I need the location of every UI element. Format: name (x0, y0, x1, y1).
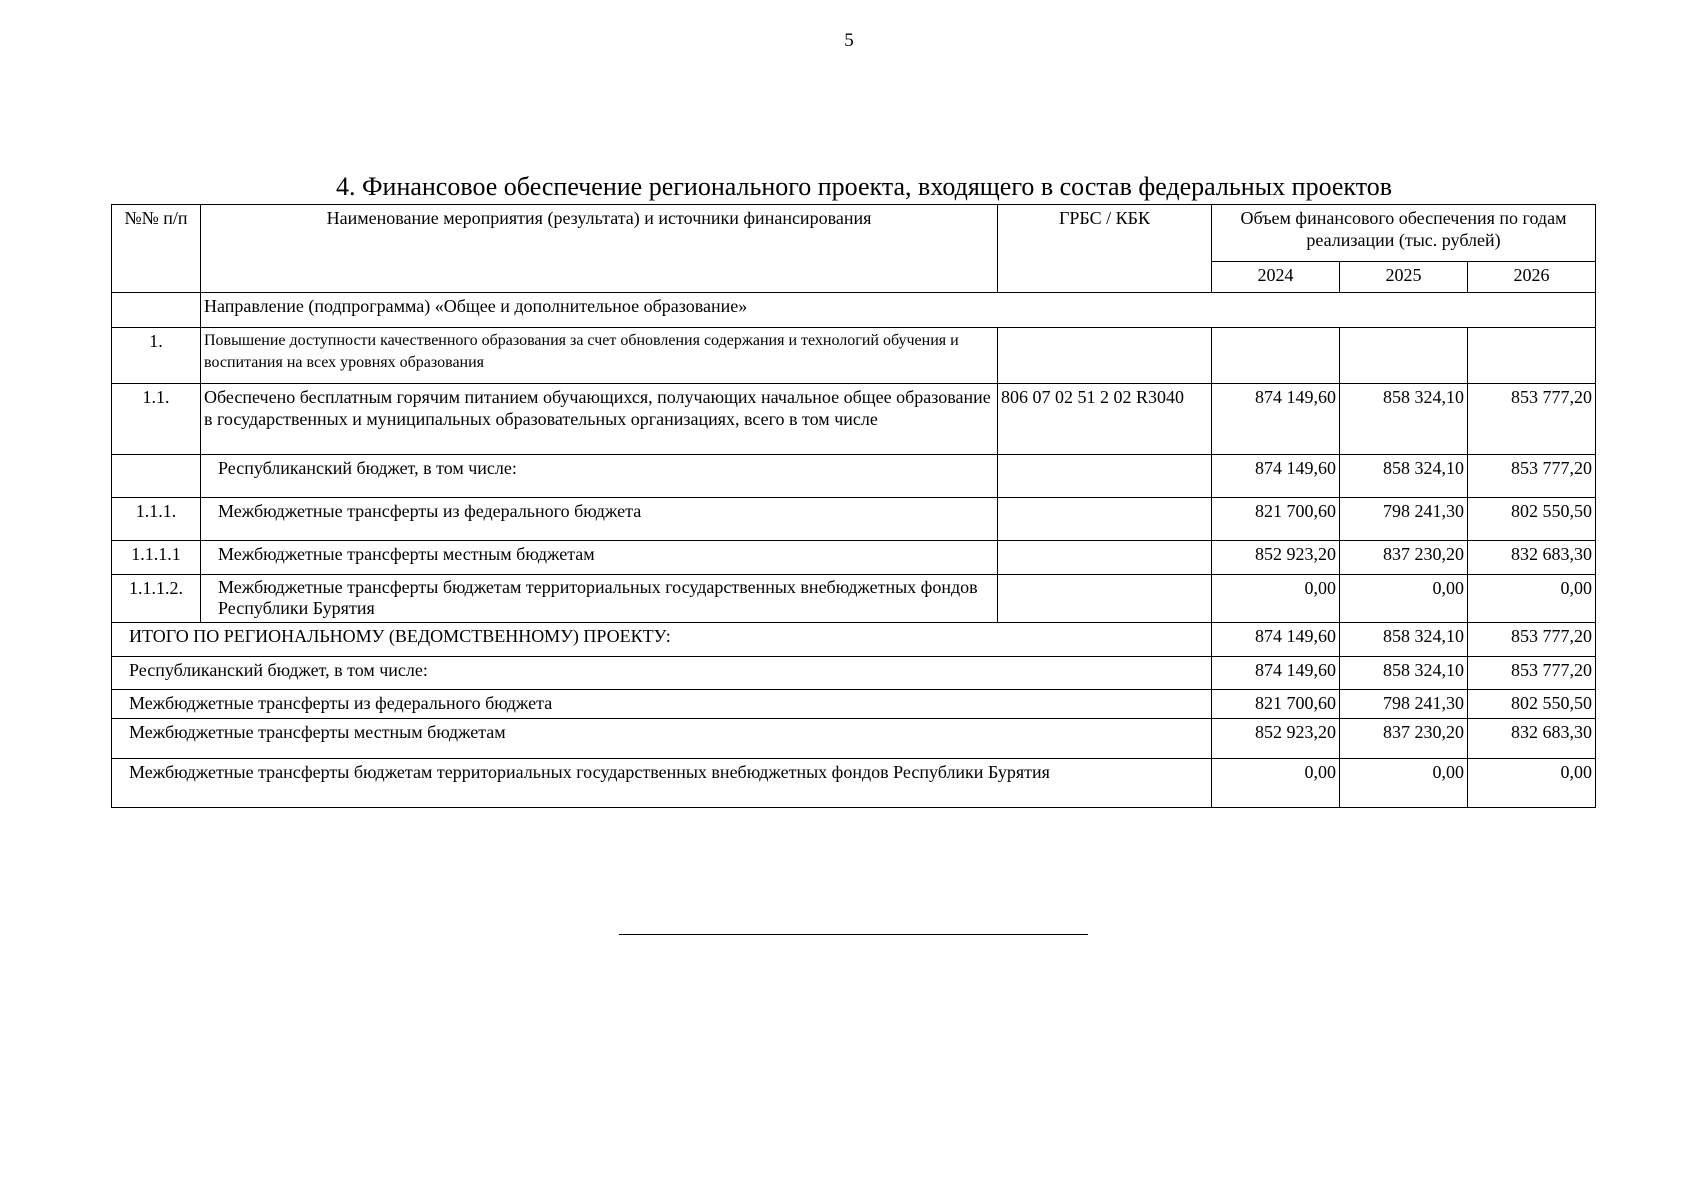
row-value-2025: 858 324,10 (1340, 455, 1468, 498)
row-code (998, 575, 1212, 623)
row-num: 1.1.1.2. (112, 575, 201, 623)
total-value-2025: 858 324,10 (1340, 623, 1468, 657)
header-year-2024: 2024 (1212, 262, 1340, 293)
row-value-2026: 853 777,20 (1468, 455, 1596, 498)
direction-label: Направление (подпрограмма) «Общее и дополнительное образование» (201, 293, 1596, 328)
header-year-2025: 2025 (1340, 262, 1468, 293)
row-value-2026: 0,00 (1468, 575, 1596, 623)
header-year-2026: 2026 (1468, 262, 1596, 293)
row-value-2026: 802 550,50 (1468, 498, 1596, 541)
total-value-2024: 821 700,60 (1212, 690, 1340, 719)
total-value-2025: 798 241,30 (1340, 690, 1468, 719)
total-value-2024: 874 149,60 (1212, 623, 1340, 657)
row-name: Межбюджетные трансферты из федерального бюджета (201, 498, 998, 541)
page-number: 5 (844, 30, 854, 51)
row-value-2024: 874 149,60 (1212, 455, 1340, 498)
row-code: 806 07 02 51 2 02 R3040 (998, 384, 1212, 455)
total-value-2026: 0,00 (1468, 759, 1596, 808)
table-row (112, 328, 1596, 384)
total-value-2025: 858 324,10 (1340, 657, 1468, 690)
row-value-2024: 0,00 (1212, 575, 1340, 623)
table-row (112, 575, 1596, 623)
row-name: Республиканский бюджет, в том числе: (201, 455, 998, 498)
row-num (112, 455, 201, 498)
row-name: Межбюджетные трансферты местным бюджетам (201, 541, 998, 575)
total-name: Межбюджетные трансферты из федерального бюджета (112, 690, 1212, 719)
row-name: Повышение доступности качественного образования за счет обновления содержания и технологий обучения и воспитания на всех уровнях образования (201, 328, 998, 384)
total-row (112, 719, 1596, 759)
section-title: 4. Финансовое обеспечение регионального проекта, входящего в состав федеральных проектов (335, 172, 1393, 201)
row-num: 1.1.1.1 (112, 541, 201, 575)
total-value-2025: 837 230,20 (1340, 719, 1468, 759)
total-value-2026: 853 777,20 (1468, 623, 1596, 657)
row-value-2024: 821 700,60 (1212, 498, 1340, 541)
row-value-2026: 832 683,30 (1468, 541, 1596, 575)
row-code (998, 328, 1212, 384)
total-name: Межбюджетные трансферты бюджетам территориальных государственных внебюджетных фондов Республики Бурятия (112, 759, 1212, 808)
total-value-2026: 802 550,50 (1468, 690, 1596, 719)
total-name: Республиканский бюджет, в том числе: (112, 657, 1212, 690)
row-value-2025: 837 230,20 (1340, 541, 1468, 575)
row-value-2026: 853 777,20 (1468, 384, 1596, 455)
total-value-2024: 874 149,60 (1212, 657, 1340, 690)
financing-table (111, 204, 1596, 808)
row-value-2025 (1340, 328, 1468, 384)
direction-row (112, 293, 1596, 328)
row-value-2025: 0,00 (1340, 575, 1468, 623)
row-num: 1.1.1. (112, 498, 201, 541)
header-code: ГРБС / КБК (998, 205, 1212, 293)
header-num: №№ п/п (112, 205, 201, 293)
row-value-2026 (1468, 328, 1596, 384)
total-name: ИТОГО ПО РЕГИОНАЛЬНОМУ (ВЕДОМСТВЕННОМУ) ПРОЕКТУ: (112, 623, 1212, 657)
direction-num (112, 293, 201, 328)
total-row (112, 623, 1596, 657)
row-value-2024: 852 923,20 (1212, 541, 1340, 575)
table-row (112, 384, 1596, 455)
total-value-2024: 0,00 (1212, 759, 1340, 808)
header-name: Наименование мероприятия (результата) и источники финансирования (201, 205, 998, 293)
row-num: 1. (112, 328, 201, 384)
row-value-2025: 798 241,30 (1340, 498, 1468, 541)
footer-rule (619, 934, 1088, 935)
total-value-2025: 0,00 (1340, 759, 1468, 808)
total-value-2026: 832 683,30 (1468, 719, 1596, 759)
row-value-2025: 858 324,10 (1340, 384, 1468, 455)
row-name: Обеспечено бесплатным горячим питанием обучающихся, получающих начальное общее образование в государственных и муниципальных образовательных организациях, всего в том числе (201, 384, 998, 455)
row-code (998, 455, 1212, 498)
table-row (112, 455, 1596, 498)
row-name: Межбюджетные трансферты бюджетам территориальных государственных внебюджетных фондов Республики Бурятия (201, 575, 998, 623)
row-num: 1.1. (112, 384, 201, 455)
total-row (112, 690, 1596, 719)
total-value-2026: 853 777,20 (1468, 657, 1596, 690)
total-name: Межбюджетные трансферты местным бюджетам (112, 719, 1212, 759)
header-row (112, 205, 1596, 262)
row-value-2024: 874 149,60 (1212, 384, 1340, 455)
header-volume: Объем финансового обеспечения по годам реализации (тыс. рублей) (1212, 205, 1596, 262)
row-value-2024 (1212, 328, 1340, 384)
total-value-2024: 852 923,20 (1212, 719, 1340, 759)
total-row (112, 759, 1596, 808)
table-row (112, 541, 1596, 575)
row-code (998, 498, 1212, 541)
table-row (112, 498, 1596, 541)
total-row (112, 657, 1596, 690)
row-code (998, 541, 1212, 575)
